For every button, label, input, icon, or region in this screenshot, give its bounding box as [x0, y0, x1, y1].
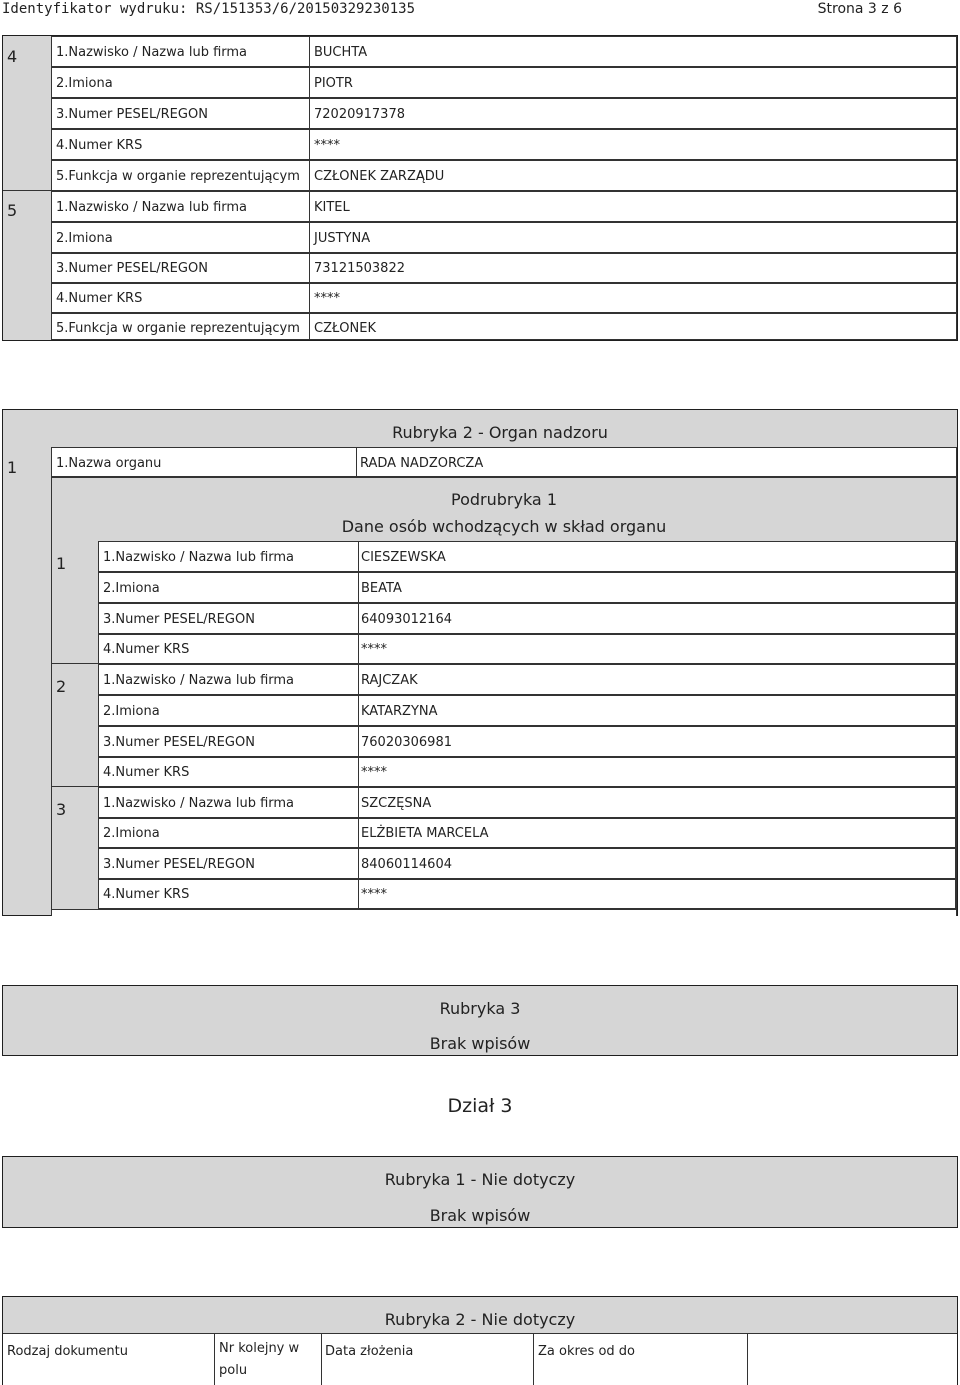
table-row [51, 36, 957, 67]
section-end-strip [52, 909, 956, 916]
table-row [98, 603, 956, 634]
table-row [98, 848, 956, 879]
field-label: 3.Numer PESEL/REGON [56, 107, 208, 122]
section-title: Rubryka 3 [439, 999, 521, 1018]
field-label: 1.Nazwisko / Nazwa lub firma [56, 45, 248, 60]
subsection-title: Podrubryka 1 [451, 490, 557, 509]
no-entries-text: Brak wpisów [429, 1206, 531, 1225]
column-divider [533, 1334, 534, 1385]
field-value: CZŁONEK ZARZĄDU [314, 169, 445, 184]
field-label: 4.Numer KRS [56, 291, 143, 306]
table-row [51, 129, 957, 160]
column-divider [358, 541, 359, 909]
column-divider [747, 1334, 748, 1385]
field-label: 3.Numer PESEL/REGON [103, 612, 255, 627]
field-value: **** [361, 887, 387, 902]
field-value: **** [361, 642, 387, 657]
rubryka-3-section [2, 985, 958, 1056]
field-value: CIESZEWSKA [361, 550, 446, 565]
field-value: **** [361, 765, 387, 780]
page-number: Strona 3 z 6 [817, 1, 902, 17]
section-title: Rubryka 2 - Organ nadzoru [392, 423, 608, 442]
column-divider [214, 1334, 215, 1385]
member-divider [3, 190, 51, 191]
table-row [51, 283, 957, 313]
member-number: 5 [7, 201, 18, 220]
table-row [51, 253, 957, 283]
table-row [98, 879, 956, 909]
field-value: BEATA [361, 581, 402, 596]
field-value: 64093012164 [361, 612, 452, 627]
print-identifier: Identyfikator wydruku: RS/151353/6/20150329230135 [2, 1, 416, 17]
member-number: 2 [56, 677, 67, 696]
column-header: Nr kolejny w polu [219, 1341, 300, 1378]
organ-nadzoru-section [2, 409, 958, 916]
no-entries-text: Brak wpisów [429, 1034, 531, 1053]
field-label: 3.Numer PESEL/REGON [103, 735, 255, 750]
member-divider [52, 663, 98, 664]
subsection-subtitle: Dane osób wchodzących w skład organu [341, 517, 667, 536]
field-value: RAJCZAK [361, 673, 418, 688]
field-label: 2.Imiona [103, 826, 160, 841]
dzial-title: Dział 3 [447, 1095, 513, 1117]
table-row [51, 98, 957, 129]
field-label: 1.Nazwisko / Nazwa lub firma [103, 673, 295, 688]
field-label: 3.Numer PESEL/REGON [103, 857, 255, 872]
table-row [51, 160, 957, 191]
field-value: 72020917378 [314, 107, 405, 122]
field-label: 1.Nazwisko / Nazwa lub firma [103, 796, 295, 811]
column-divider [356, 448, 357, 476]
table-row [98, 664, 956, 695]
table-row [98, 757, 956, 787]
table-row [98, 787, 956, 818]
field-value: KATARZYNA [361, 704, 438, 719]
zarzad-members-block [2, 35, 958, 341]
section-title: Rubryka 1 - Nie dotyczy [384, 1170, 576, 1189]
field-label: 2.Imiona [56, 76, 113, 91]
member-divider [52, 786, 98, 787]
column-header: Data złożenia [325, 1344, 414, 1359]
table-row [98, 818, 956, 848]
table-row [51, 67, 957, 98]
field-value: **** [314, 138, 340, 153]
column-header: Za okres od do [538, 1344, 635, 1359]
table-row [98, 541, 956, 572]
field-value: PIOTR [314, 76, 353, 91]
field-label: 2.Imiona [103, 704, 160, 719]
table-row [51, 191, 957, 222]
member-number: 3 [56, 800, 67, 819]
table-row [98, 695, 956, 726]
table-row [51, 313, 957, 340]
field-value: 84060114604 [361, 857, 452, 872]
table-row [98, 726, 956, 757]
field-value: ELŻBIETA MARCELA [361, 826, 489, 841]
podrubryka-1 [51, 477, 957, 916]
column-divider [309, 36, 310, 340]
field-label: 4.Numer KRS [103, 642, 190, 657]
field-label: 2.Imiona [103, 581, 160, 596]
column-header: Rodzaj dokumentu [7, 1344, 128, 1359]
organ-name-row [51, 447, 957, 477]
table-row [98, 572, 956, 603]
field-value: CZŁONEK [314, 321, 376, 336]
d3-rubryka-2-section [2, 1296, 958, 1385]
column-header-row [3, 1333, 957, 1385]
field-value: **** [314, 291, 340, 306]
field-value: RADA NADZORCZA [360, 456, 484, 471]
field-value: 76020306981 [361, 735, 452, 750]
table-row [51, 222, 957, 253]
field-value: BUCHTA [314, 45, 368, 60]
field-label: 1.Nazwa organu [56, 456, 162, 471]
field-label: 4.Numer KRS [56, 138, 143, 153]
field-value: JUSTYNA [314, 231, 371, 246]
field-label: 3.Numer PESEL/REGON [56, 261, 208, 276]
member-number: 4 [7, 47, 18, 66]
field-label: 4.Numer KRS [103, 887, 190, 902]
member-number: 1 [56, 554, 67, 573]
field-label: 1.Nazwisko / Nazwa lub firma [56, 200, 248, 215]
field-value: SZCZĘSNA [361, 796, 432, 811]
field-label: 4.Numer KRS [103, 765, 190, 780]
field-label: 2.Imiona [56, 231, 113, 246]
d3-rubryka-1-section [2, 1156, 958, 1228]
column-divider [321, 1334, 322, 1385]
field-label: 5.Funkcja w organie reprezentującym [56, 169, 300, 184]
table-row [98, 634, 956, 664]
field-label: 1.Nazwisko / Nazwa lub firma [103, 550, 295, 565]
field-value: KITEL [314, 200, 350, 215]
field-label: 5.Funkcja w organie reprezentującym [56, 321, 300, 336]
field-value: 73121503822 [314, 261, 405, 276]
section-title: Rubryka 2 - Nie dotyczy [384, 1310, 576, 1329]
organ-number: 1 [7, 458, 18, 477]
